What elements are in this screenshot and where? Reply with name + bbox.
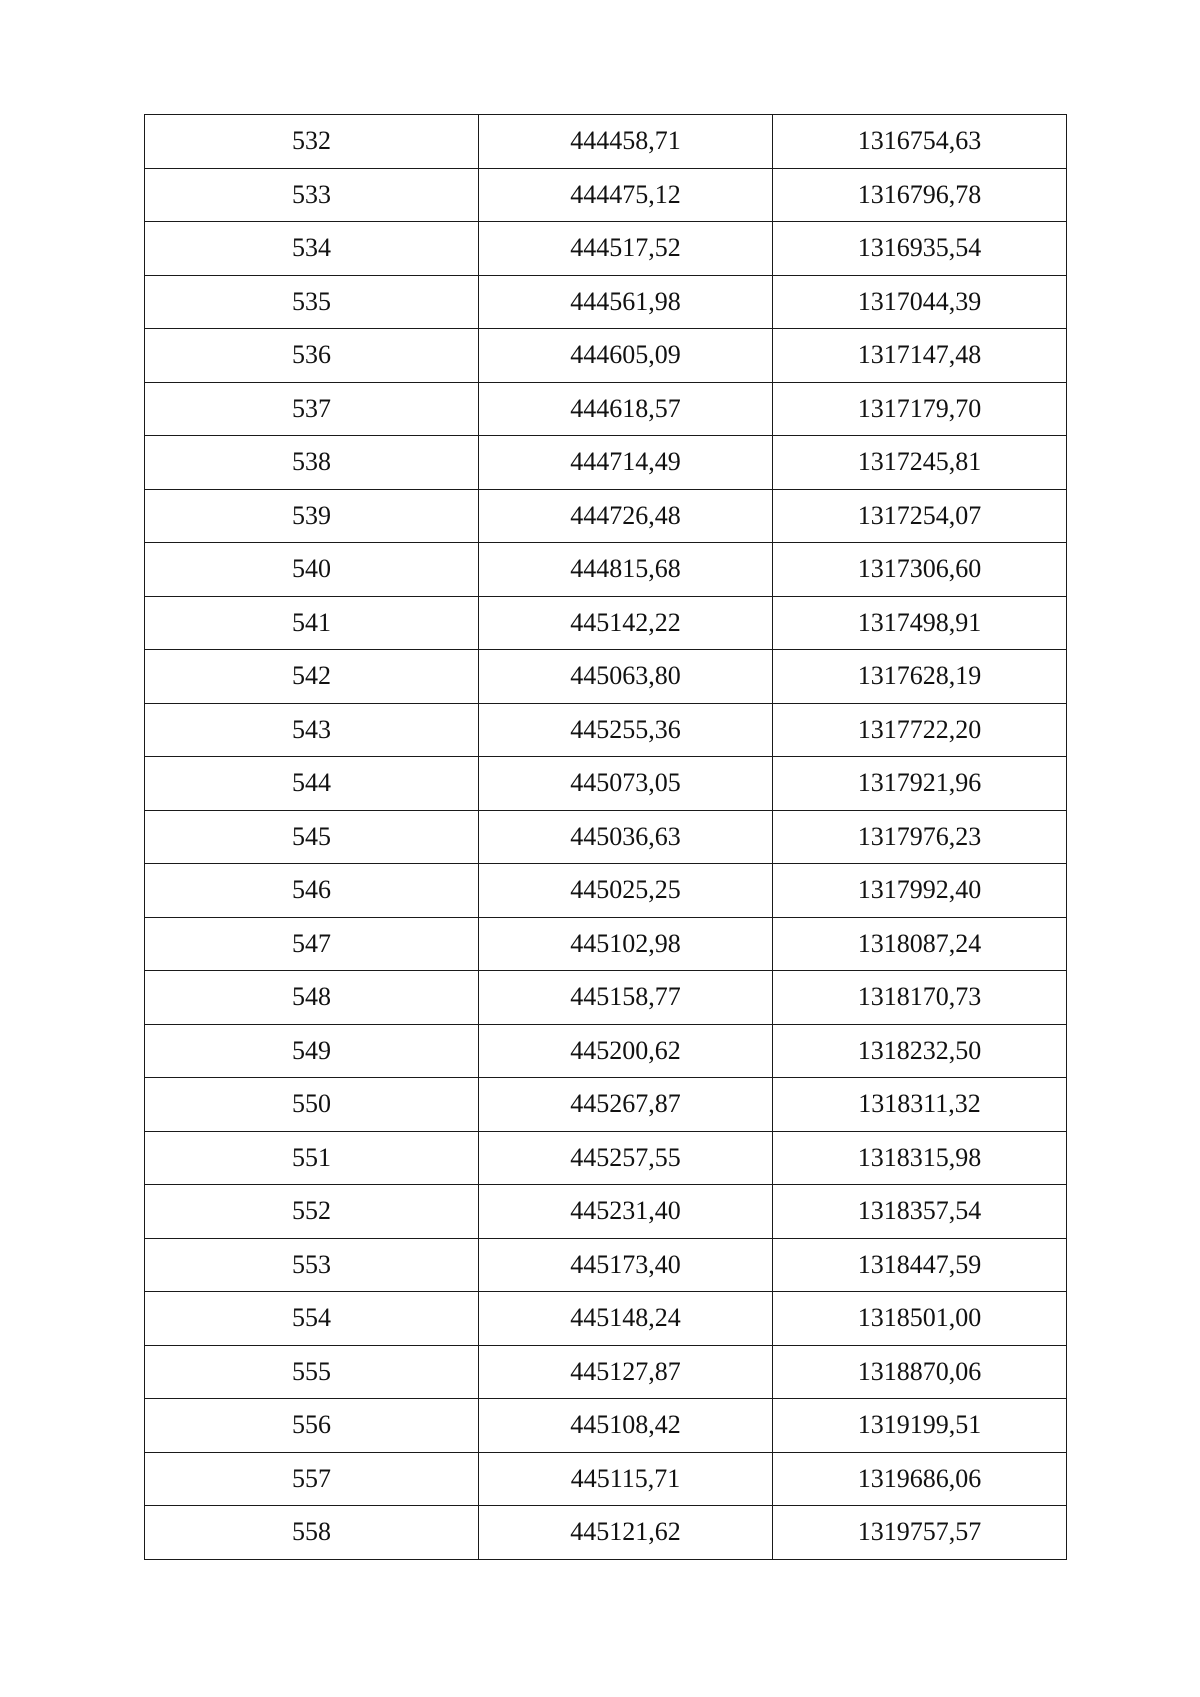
x-coordinate-cell: 445200,62 <box>479 1024 773 1078</box>
y-coordinate-cell: 1318311,32 <box>773 1078 1067 1132</box>
x-coordinate-cell: 444618,57 <box>479 382 773 436</box>
x-coordinate-cell: 444517,52 <box>479 222 773 276</box>
table-row <box>145 650 1067 704</box>
table-row <box>145 1185 1067 1239</box>
table-row <box>145 275 1067 329</box>
table-row <box>145 864 1067 918</box>
y-coordinate-cell: 1317921,96 <box>773 757 1067 811</box>
table-row <box>145 1024 1067 1078</box>
x-coordinate-cell: 444475,12 <box>479 168 773 222</box>
point-number-cell: 552 <box>145 1185 479 1239</box>
point-number-cell: 549 <box>145 1024 479 1078</box>
table-row <box>145 1506 1067 1560</box>
coordinates-table <box>144 114 1067 1560</box>
table-row <box>145 757 1067 811</box>
point-number-cell: 532 <box>145 115 479 169</box>
x-coordinate-cell: 445158,77 <box>479 971 773 1025</box>
x-coordinate-cell: 445108,42 <box>479 1399 773 1453</box>
x-coordinate-cell: 445073,05 <box>479 757 773 811</box>
table-row <box>145 810 1067 864</box>
point-number-cell: 550 <box>145 1078 479 1132</box>
coordinates-table-body <box>145 115 1067 1560</box>
y-coordinate-cell: 1317722,20 <box>773 703 1067 757</box>
table-row <box>145 1452 1067 1506</box>
point-number-cell: 540 <box>145 543 479 597</box>
x-coordinate-cell: 444605,09 <box>479 329 773 383</box>
table-row <box>145 596 1067 650</box>
point-number-cell: 535 <box>145 275 479 329</box>
table-row <box>145 543 1067 597</box>
table-row <box>145 1399 1067 1453</box>
y-coordinate-cell: 1316754,63 <box>773 115 1067 169</box>
table-row <box>145 1078 1067 1132</box>
y-coordinate-cell: 1317245,81 <box>773 436 1067 490</box>
point-number-cell: 533 <box>145 168 479 222</box>
point-number-cell: 538 <box>145 436 479 490</box>
y-coordinate-cell: 1319757,57 <box>773 1506 1067 1560</box>
table-row <box>145 1131 1067 1185</box>
table-row <box>145 703 1067 757</box>
point-number-cell: 546 <box>145 864 479 918</box>
point-number-cell: 555 <box>145 1345 479 1399</box>
table-row <box>145 329 1067 383</box>
table-row <box>145 168 1067 222</box>
y-coordinate-cell: 1317254,07 <box>773 489 1067 543</box>
y-coordinate-cell: 1318232,50 <box>773 1024 1067 1078</box>
point-number-cell: 558 <box>145 1506 479 1560</box>
x-coordinate-cell: 444561,98 <box>479 275 773 329</box>
table-row <box>145 115 1067 169</box>
y-coordinate-cell: 1318357,54 <box>773 1185 1067 1239</box>
x-coordinate-cell: 445173,40 <box>479 1238 773 1292</box>
point-number-cell: 556 <box>145 1399 479 1453</box>
point-number-cell: 534 <box>145 222 479 276</box>
x-coordinate-cell: 445036,63 <box>479 810 773 864</box>
y-coordinate-cell: 1318870,06 <box>773 1345 1067 1399</box>
y-coordinate-cell: 1319686,06 <box>773 1452 1067 1506</box>
x-coordinate-cell: 444458,71 <box>479 115 773 169</box>
point-number-cell: 537 <box>145 382 479 436</box>
x-coordinate-cell: 444714,49 <box>479 436 773 490</box>
y-coordinate-cell: 1317628,19 <box>773 650 1067 704</box>
table-row <box>145 1292 1067 1346</box>
point-number-cell: 539 <box>145 489 479 543</box>
table-row <box>145 489 1067 543</box>
point-number-cell: 541 <box>145 596 479 650</box>
point-number-cell: 544 <box>145 757 479 811</box>
y-coordinate-cell: 1318501,00 <box>773 1292 1067 1346</box>
y-coordinate-cell: 1317306,60 <box>773 543 1067 597</box>
y-coordinate-cell: 1316796,78 <box>773 168 1067 222</box>
x-coordinate-cell: 445063,80 <box>479 650 773 704</box>
x-coordinate-cell: 445115,71 <box>479 1452 773 1506</box>
point-number-cell: 547 <box>145 917 479 971</box>
x-coordinate-cell: 445121,62 <box>479 1506 773 1560</box>
table-row <box>145 436 1067 490</box>
point-number-cell: 536 <box>145 329 479 383</box>
y-coordinate-cell: 1319199,51 <box>773 1399 1067 1453</box>
y-coordinate-cell: 1316935,54 <box>773 222 1067 276</box>
x-coordinate-cell: 445255,36 <box>479 703 773 757</box>
x-coordinate-cell: 445142,22 <box>479 596 773 650</box>
table-row <box>145 382 1067 436</box>
y-coordinate-cell: 1317992,40 <box>773 864 1067 918</box>
y-coordinate-cell: 1317498,91 <box>773 596 1067 650</box>
x-coordinate-cell: 445102,98 <box>479 917 773 971</box>
x-coordinate-cell: 444815,68 <box>479 543 773 597</box>
point-number-cell: 542 <box>145 650 479 704</box>
x-coordinate-cell: 445025,25 <box>479 864 773 918</box>
y-coordinate-cell: 1318087,24 <box>773 917 1067 971</box>
y-coordinate-cell: 1317179,70 <box>773 382 1067 436</box>
table-row <box>145 1345 1067 1399</box>
y-coordinate-cell: 1318447,59 <box>773 1238 1067 1292</box>
x-coordinate-cell: 445267,87 <box>479 1078 773 1132</box>
table-row <box>145 971 1067 1025</box>
table-row <box>145 1238 1067 1292</box>
point-number-cell: 553 <box>145 1238 479 1292</box>
x-coordinate-cell: 445148,24 <box>479 1292 773 1346</box>
point-number-cell: 543 <box>145 703 479 757</box>
table-row <box>145 222 1067 276</box>
y-coordinate-cell: 1318315,98 <box>773 1131 1067 1185</box>
x-coordinate-cell: 445127,87 <box>479 1345 773 1399</box>
point-number-cell: 554 <box>145 1292 479 1346</box>
x-coordinate-cell: 444726,48 <box>479 489 773 543</box>
y-coordinate-cell: 1317976,23 <box>773 810 1067 864</box>
point-number-cell: 551 <box>145 1131 479 1185</box>
point-number-cell: 545 <box>145 810 479 864</box>
x-coordinate-cell: 445257,55 <box>479 1131 773 1185</box>
table-row <box>145 917 1067 971</box>
x-coordinate-cell: 445231,40 <box>479 1185 773 1239</box>
y-coordinate-cell: 1317147,48 <box>773 329 1067 383</box>
point-number-cell: 548 <box>145 971 479 1025</box>
y-coordinate-cell: 1318170,73 <box>773 971 1067 1025</box>
point-number-cell: 557 <box>145 1452 479 1506</box>
y-coordinate-cell: 1317044,39 <box>773 275 1067 329</box>
